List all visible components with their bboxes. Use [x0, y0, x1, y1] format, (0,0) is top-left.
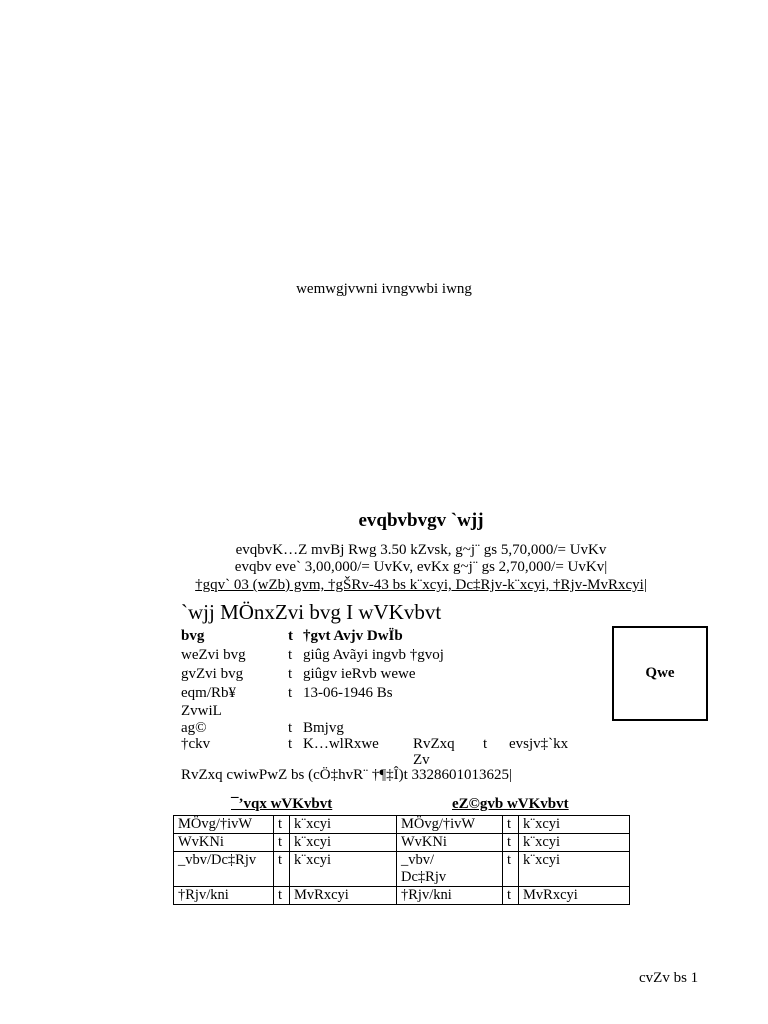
field-label: weZvi bvg	[181, 647, 246, 663]
field-label: bvg	[181, 628, 205, 644]
table-row	[174, 816, 630, 834]
table-cell: MvRxcyi	[519, 887, 630, 905]
nationality-value: evsjv‡`kx	[509, 736, 569, 752]
table-cell: t	[503, 834, 519, 852]
table-cell: t	[274, 887, 290, 905]
document-header-line: wemwgjvwni ivngvwbi iwng	[296, 281, 472, 297]
table-row	[174, 834, 630, 852]
field-value: giûgv ieRvb wewe	[303, 666, 416, 682]
field-value: †gvt Avjv DwÏb	[303, 628, 403, 644]
nationality-label: RvZxq	[413, 736, 455, 752]
summary-line-1: evqbvK…Z mvBj Rwg 3.50 kZvsk, g~j¨ gs 5,70,000/= UvKv	[235, 542, 607, 558]
field-value: 13-06-1946 Bs	[303, 685, 393, 701]
present-address-heading: eZ©gvb wVKvbvt	[452, 796, 569, 812]
table-cell: _vbv/Dc‡Rjv	[174, 852, 274, 887]
table-cell: t	[503, 852, 519, 887]
table-cell: †Rjv/kni	[174, 887, 274, 905]
nationality-sep: t	[483, 736, 488, 752]
table-cell: k¨xcyi	[290, 852, 397, 887]
nid-line: RvZxq cwiwPwZ bs (cÖ‡hvR¨ †¶‡Î)t 3328601013625|	[181, 767, 513, 783]
address-table	[173, 815, 630, 905]
field-value: giûg Avãyi ingvb †gvoj	[303, 647, 444, 663]
nationality-label-wrap: Zv	[413, 752, 430, 768]
table-cell: _vbv/ Dc‡Rjv	[397, 852, 503, 887]
table-cell: WvKNi	[397, 834, 503, 852]
field-label: †ckv	[181, 736, 211, 752]
field-label: ZvwiL	[181, 703, 222, 719]
table-cell: †Rjv/kni	[397, 887, 503, 905]
field-sep: t	[288, 647, 293, 663]
field-label: eqm/Rb¥	[181, 685, 236, 701]
table-cell: MÖvg/†ivW	[397, 816, 503, 834]
table-cell: k¨xcyi	[519, 816, 630, 834]
table-row	[174, 852, 630, 887]
table-cell: k¨xcyi	[290, 816, 397, 834]
table-cell: WvKNi	[174, 834, 274, 852]
permanent-address-heading: ¯’vqx wVKvbvt	[231, 796, 333, 812]
field-label: ag©	[181, 720, 207, 736]
table-cell: t	[503, 887, 519, 905]
field-sep: t	[288, 628, 293, 644]
table-cell: t	[274, 852, 290, 887]
table-cell: MÖvg/†ivW	[174, 816, 274, 834]
field-sep: t	[288, 720, 293, 736]
table-cell: k¨xcyi	[290, 834, 397, 852]
summary-line-2: evqbv eve` 3,00,000/= UvKv, evKx g~j¨ gs 2,70,000/= UvKv|	[234, 559, 608, 575]
table-cell: t	[503, 816, 519, 834]
field-sep: t	[288, 736, 293, 752]
table-row	[174, 887, 630, 905]
section-heading: `wjj MÖnxZvi bvg I wVKvbvt	[181, 600, 442, 624]
summary-line-3-text: †gqv` 03 (wZb) gvm, †gŠRv-43 bs k¨xcyi, Dc‡Rjv-k¨xcyi, †Rjv-MvRxcyi|	[195, 577, 647, 593]
photo-placeholder	[612, 626, 708, 721]
table-cell: k¨xcyi	[519, 834, 630, 852]
table-cell: k¨xcyi	[519, 852, 630, 887]
table-cell: t	[274, 816, 290, 834]
table-cell: MvRxcyi	[290, 887, 397, 905]
field-sep: t	[288, 685, 293, 701]
document-title: evqbvbvgv `wjj	[358, 510, 484, 531]
field-value: Bmjvg	[303, 720, 344, 736]
summary-line-3	[0, 577, 768, 594]
field-sep: t	[288, 666, 293, 682]
page-number: cvZv bs 1	[639, 970, 699, 986]
table-cell: t	[274, 834, 290, 852]
field-label: gvZvi bvg	[181, 666, 244, 682]
photo-label: Qwe	[645, 665, 675, 681]
field-value: K…wlRxwe	[303, 736, 379, 752]
